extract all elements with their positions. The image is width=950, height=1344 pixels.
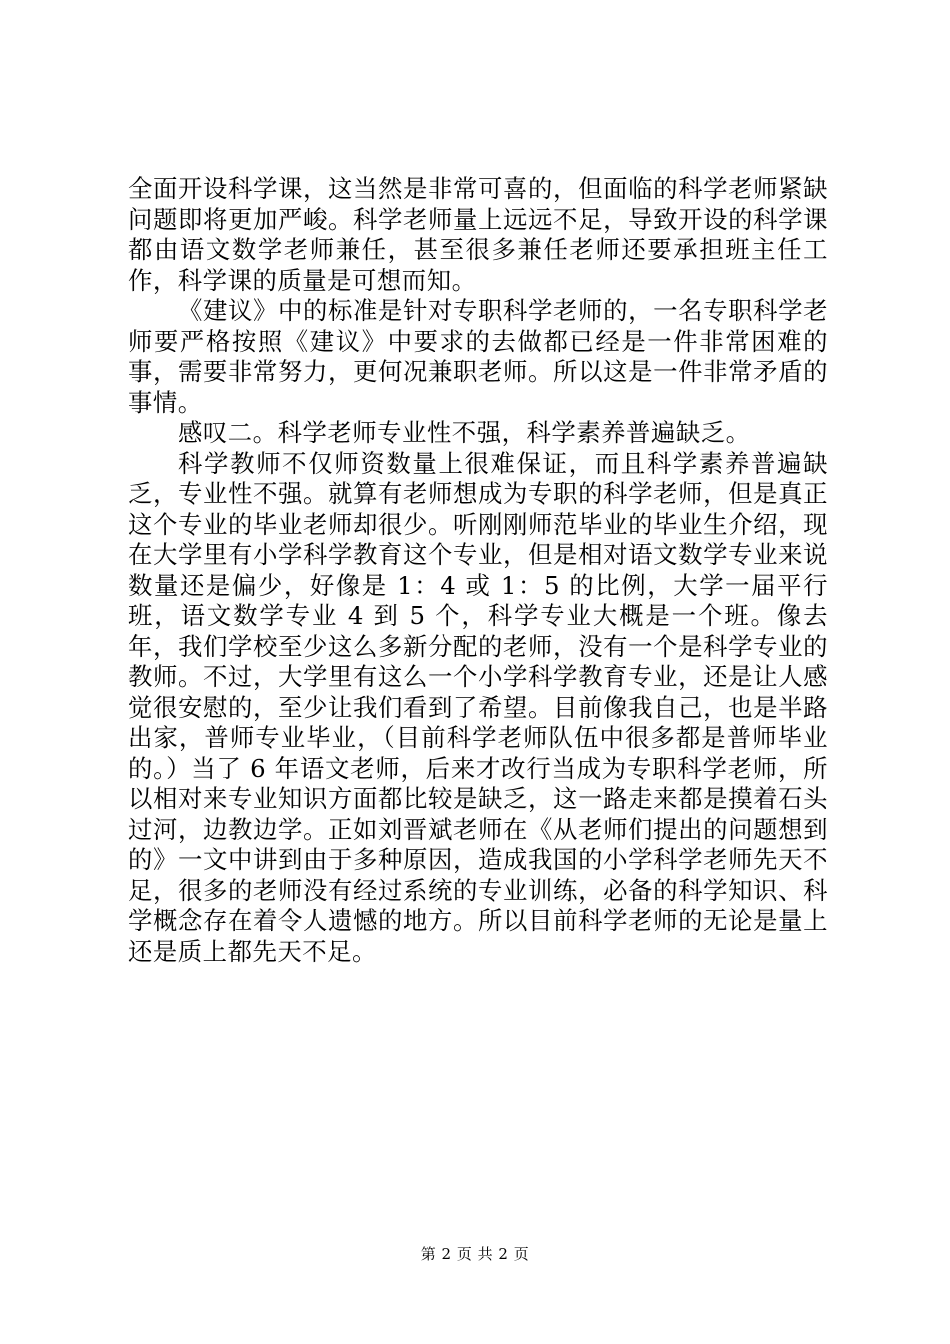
section-heading-sigh-two: 感叹二。科学老师专业性不强，科学素养普遍缺乏。	[178, 418, 751, 447]
document-body	[128, 174, 828, 967]
paragraph-continuation: 全面开设科学课，这当然是非常可喜的，但面临的科学老师紧缺问题即将更加严峻。科学老师量上远远不足，导致开设的科学课都由语文数学老师兼任，甚至很多兼任老师还要承担班主任工作，科学课的质量是可想而知。	[128, 174, 828, 295]
paragraph-teacher-literacy: 科学教师不仅师资数量上很难保证，而且科学素养普遍缺乏，专业性不强。就算有老师想成为专职的科学老师，但是真正这个专业的毕业老师却很少。听刚刚师范毕业的毕业生介绍，现在大学里有小学科学教育这个专业，但是相对语文数学专业来说数量还是偏少，好像是 1：4 或 1：5 的比例，大学一届平行班，语文数学专业 4 到 5 个，科学专业大概是一个班。像去年，我们学校至少这么多新分配的老师，没有一个是科学专业的教师。不过，大学里有这么一个小学科学教育专业，还是让人感觉很安慰的，至少让我们看到了希望。目前像我自己，也是半路出家，普师专业毕业，（目前科学老师队伍中很多都是普师毕业的。）当了 6 年语文老师，后来才改行当成为专职科学老师，所以相对来专业知识方面都比较是缺乏，这一路走来都是摸着石头过河，边教边学。正如刘晋斌老师在《从老师们提出的问题想到的》一文中讲到由于多种原因，造成我国的小学科学老师先天不足，很多的老师没有经过系统的专业训练，必备的科学知识、科学概念存在着令人遗憾的地方。所以目前科学老师的无论是量上还是质上都先天不足。	[128, 448, 828, 966]
page-footer: 第 2 页 共 2 页	[420, 1245, 530, 1263]
paragraph-standard-suggestion: 《建议》中的标准是针对专职科学老师的，一名专职科学老师要严格按照《建议》中要求的去做都已经是一件非常困难的事，需要非常努力，更何况兼职老师。所以这是一件非常矛盾的事情。	[128, 296, 828, 417]
